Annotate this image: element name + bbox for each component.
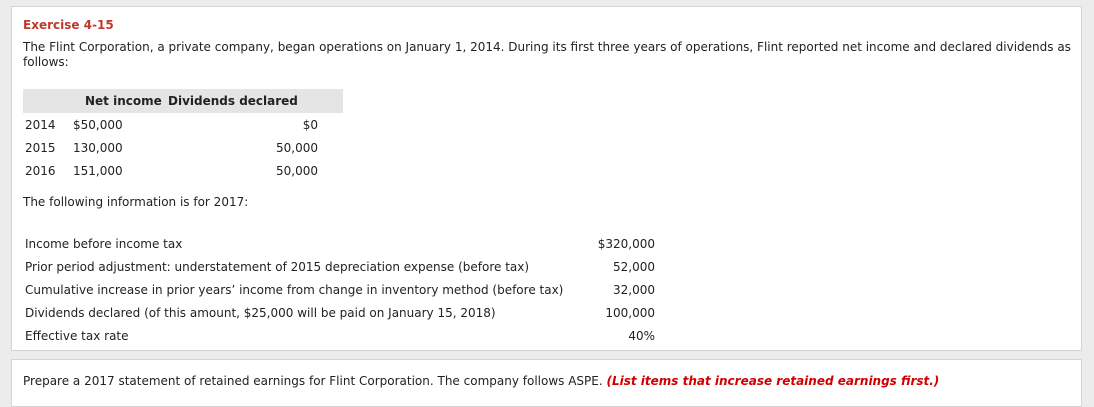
prompt-panel bbox=[11, 359, 1082, 407]
table-row bbox=[23, 136, 343, 159]
info-label: Cumulative increase in prior years’ income from change in inventory method (before tax) bbox=[25, 282, 564, 297]
exercise-title: Exercise 4-15 bbox=[23, 18, 114, 32]
info-value: 52,000 bbox=[613, 259, 655, 274]
info-table bbox=[23, 232, 655, 347]
dividends-table bbox=[23, 89, 343, 182]
prompt-note: (List items that increase retained earnings first.) bbox=[606, 374, 940, 388]
table-row bbox=[23, 159, 343, 182]
header-dividends: Dividends declared bbox=[168, 89, 343, 113]
info-row bbox=[23, 301, 655, 324]
info-row bbox=[23, 278, 655, 301]
info-label: Effective tax rate bbox=[25, 328, 129, 343]
prompt-line bbox=[23, 374, 939, 388]
dividends-cell: 50,000 bbox=[276, 140, 318, 155]
info-row bbox=[23, 324, 655, 347]
info-value: $320,000 bbox=[597, 236, 655, 251]
exercise-intro: The Flint Corporation, a private company, began operations on January 1, 2014. During its first three years of operations, Flint reported net income and declared dividends as follows: bbox=[23, 40, 1071, 69]
exercise-panel bbox=[11, 6, 1082, 351]
net-income-cell: 130,000 bbox=[73, 140, 123, 155]
year-cell: 2016 bbox=[25, 163, 56, 178]
info-row bbox=[23, 255, 655, 278]
prompt-text: Prepare a 2017 statement of retained earnings for Flint Corporation. The company follows ASPE. bbox=[23, 374, 603, 388]
info-label: Dividends declared (of this amount, $25,000 will be paid on January 15, 2018) bbox=[25, 305, 496, 320]
info-value: 32,000 bbox=[613, 282, 655, 297]
year-cell: 2015 bbox=[25, 140, 56, 155]
table-header-row bbox=[23, 89, 343, 113]
info-value: 100,000 bbox=[605, 305, 655, 320]
header-year bbox=[23, 89, 63, 113]
info-label: Income before income tax bbox=[25, 236, 183, 251]
net-income-cell: $50,000 bbox=[73, 117, 123, 132]
table-row bbox=[23, 113, 343, 136]
year-cell: 2014 bbox=[25, 117, 56, 132]
info-label: Prior period adjustment: understatement of 2015 depreciation expense (before tax) bbox=[25, 259, 530, 274]
dividends-cell: $0 bbox=[302, 117, 318, 132]
info-value: 40% bbox=[628, 328, 655, 343]
info-row bbox=[23, 232, 655, 255]
header-net-income: Net income bbox=[63, 89, 168, 113]
info-heading: The following information is for 2017: bbox=[23, 195, 249, 209]
net-income-cell: 151,000 bbox=[73, 163, 123, 178]
dividends-cell: 50,000 bbox=[276, 163, 318, 178]
